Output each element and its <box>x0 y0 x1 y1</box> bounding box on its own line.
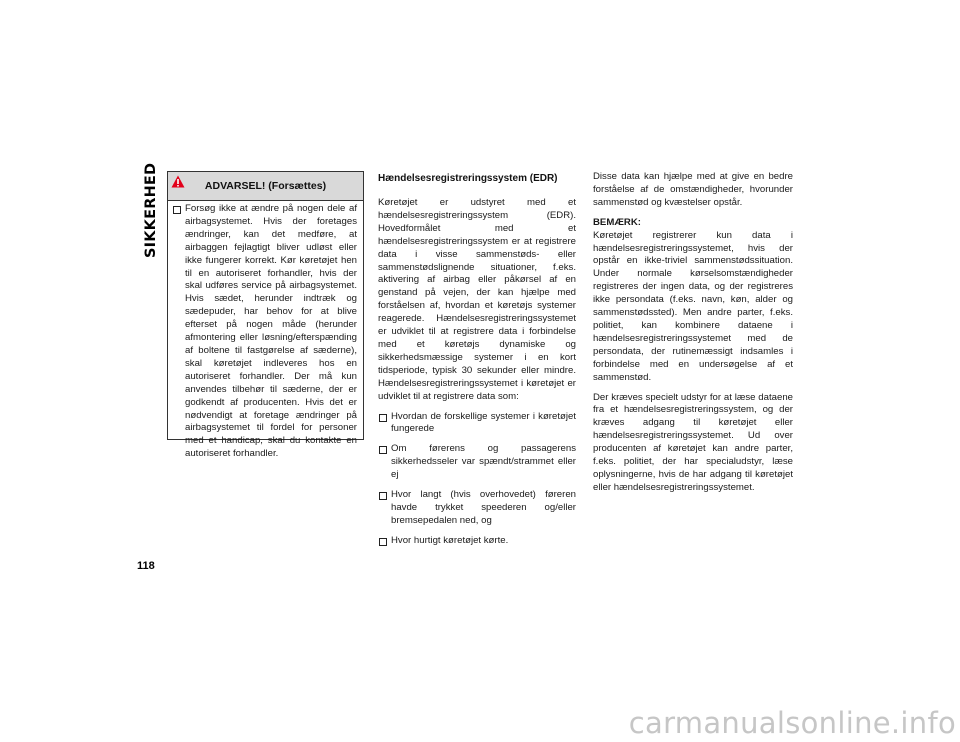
bullet-square-icon <box>379 538 387 546</box>
list-item-text: Hvordan de forskellige systemer i køretøjet fungerede <box>391 410 576 435</box>
edr-column <box>378 171 576 555</box>
edr-paragraph: Der kræves specielt udstyr for at læse dataene fra et hændelsesregistreringssystem, og der kræves adgang til køretøjet eller hændelsesregistreringssystemet. Ud over producenten af køretøjet kan andre parter, f.eks. politiet, der har specialudstyr, læse oplysningerne, hvis de har adgang til køretøjet eller hændelsesregistreringssystemet. <box>593 391 793 493</box>
section-title: SIKKERHED <box>143 162 159 258</box>
edr-intro: Køretøjet er udstyret med et hændelsesregistreringssystem (EDR). Hovedformålet med et hændelsesregistreringssystem er at registrere data i visse sammenstøds- eller sammenstødslignende situationer, f.eks. aktivering af airbag eller påkørsel af en genstand på vejen, der kan hjælpe med forståelsen af, hvordan et køretøjs systemer reagerede. Hændelsesregistreringssystemet er udviklet til at registrere data i forbindelse med et køretøjs dynamiske og sikkerhedsmæssige systemer i en kort tidsperiode, typisk 30 sekunder eller mindre. Hændelsesregistreringssystemet i køretøjet er udviklet til at registrere data som: <box>378 197 576 402</box>
list-item-text: Hvor hurtigt køretøjet kørte. <box>391 534 509 546</box>
list-item-text: Om førerens og passagerens sikkerhedsseler var spændt/strammet eller ej <box>391 443 576 481</box>
warning-box <box>167 171 364 460</box>
warning-title: ADVARSEL! (Forsættes) <box>204 180 327 192</box>
list-item <box>378 443 576 482</box>
page-number: 118 <box>137 560 155 572</box>
list-item <box>378 411 576 437</box>
note-label: BEMÆRK: <box>593 216 641 228</box>
edr-paragraph: Disse data kan hjælpe med at give en bedre forståelse af de omstændigheder, hvorunder sammenstød og kvæstelser opstår. <box>593 171 793 208</box>
warning-item <box>172 203 357 461</box>
bullet-square-icon <box>379 446 387 454</box>
watermark: carmanualsonline.info <box>628 706 956 740</box>
edr-column-continued <box>593 171 793 502</box>
warning-header <box>168 172 363 201</box>
list-item <box>378 535 576 548</box>
list-item <box>378 489 576 528</box>
list-item-text: Hvor langt (hvis overhovedet) føreren havde trykket speederen og/eller bremsepedalen ned, og <box>391 489 576 526</box>
warning-triangle-icon <box>171 175 185 188</box>
bullet-square-icon <box>379 492 387 500</box>
warning-text: Forsøg ikke at ændre på nogen dele af airbagsystemet. Hvis der foretages ændringer, kan det medføre, at airbaggen fejlagtigt bliver udløst eller ikke fungerer korrekt. Kør køretøjet hen til en autoriseret forhandler, hvis der skal udføres service på airbagsystemet. Hvis sædet, herunder indtræk og sædepuder, har behov for at blive efterset på nogen måde (herunder afmontering eller løsning/efterspænding af boltene til fastgørelse af sæderne), skal køretøjet indleveres hos en autoriseret forhandler. Der må kun anvendes tilbehør til sæderne, der er godkendt af producenten. Hvis det er nødvendigt at foretage ændringer på airbagsystemet til fordel for personer med et handicap, skal du kontakte en autoriseret forhandler. <box>185 203 357 460</box>
bullet-square-icon <box>173 206 181 214</box>
bullet-square-icon <box>379 414 387 422</box>
note-text: Køretøjet registrerer kun data i hændelsesregistreringssystemet, hvis der opstår en ikke-triviel sammenstødssituation. Under normale kørselsomstændigheder registreres der ingen data, og der registreres ikke persondata (f.eks. navn, køn, alder og sammenstødssted). Men andre parter, f.eks. politiet, kan kombinere dataene i hændelsesregistreringssystemet med de persondata, der rutinemæssigt indsamles i forbindelse med en undersøgelse af et sammenstød. <box>593 229 793 383</box>
edr-heading: Hændelsesregistreringssystem (EDR) <box>378 173 558 184</box>
